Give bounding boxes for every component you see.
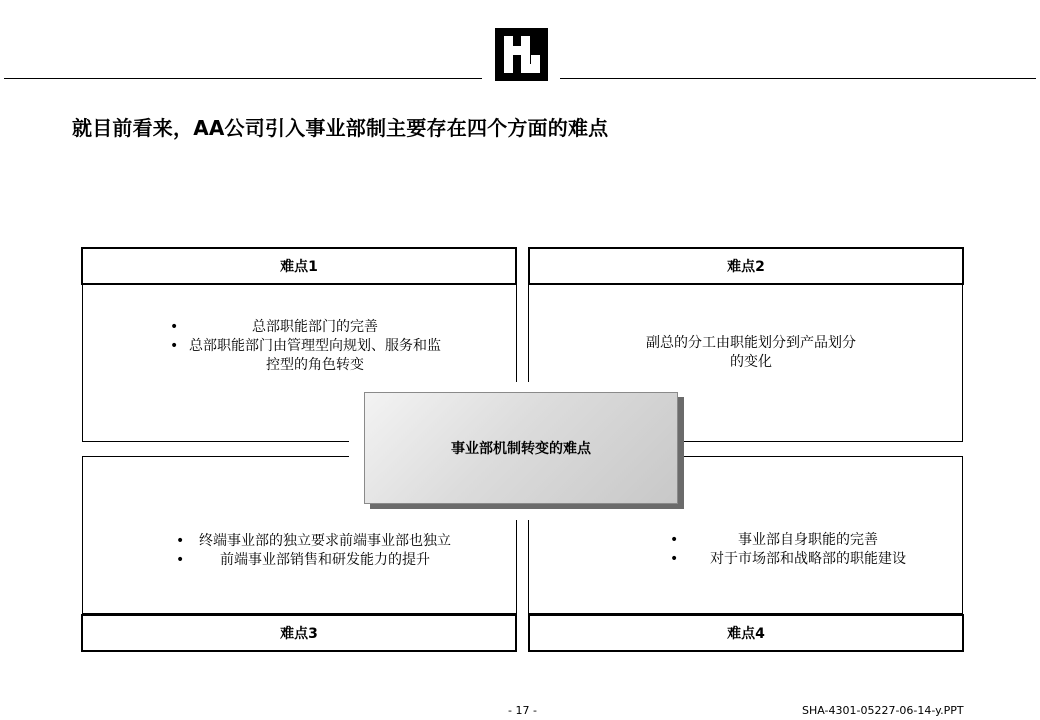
quadrant-4-header [528,614,964,652]
bullet-text: 对于市场部和战略部的职能建设 [710,551,906,567]
quadrant-3-header-label: 难点3 [280,626,318,642]
page-number: - 17 - [508,704,537,717]
list-item [166,337,442,375]
bullet-text: 前端事业部销售和研发能力的提升 [220,552,430,568]
quadrant-3-header [81,614,517,652]
quadrant-1-header [81,247,517,285]
bullet-text: 总部职能部门由管理型向规划、服务和监控型的角色转变 [189,338,441,373]
quadrant-2-header-label: 难点2 [727,259,765,275]
quadrant-1-header-label: 难点1 [280,259,318,275]
center-box [364,392,678,504]
list-item [172,551,456,570]
quadrant-2-header [528,247,964,285]
bullet-text: 总部职能部门的完善 [252,319,378,335]
document-id: SHA-4301-05227-06-14-y.PPT [802,704,964,717]
bullet-text: 事业部自身职能的完善 [738,532,878,548]
bullet-icon: • [176,533,185,549]
bullet-icon: • [170,319,179,335]
quadrant-3-content [172,532,456,570]
quadrant-4-header-label: 难点4 [727,626,765,642]
bullet-icon: • [170,338,179,354]
company-logo [495,28,548,81]
bullet-icon: • [670,551,679,567]
list-item [166,318,442,337]
list-item [666,531,928,550]
center-label: 事业部机制转变的难点 [451,441,591,457]
quadrant-4-content [666,531,928,569]
list-item [172,532,456,551]
bullet-text: 终端事业部的独立要求前端事业部也独立 [199,533,451,549]
bullet-icon: • [176,552,185,568]
bullet-icon: • [670,532,679,548]
quadrant-2-content [640,334,862,372]
list-item [666,550,928,569]
quadrant-2-text: 副总的分工由职能划分到产品划分的变化 [646,335,856,370]
quadrant-1-content [166,318,442,375]
page-title: 就目前看来，AA公司引入事业部制主要存在四个方面的难点 [72,116,609,140]
header-rule-right [560,78,1036,79]
header-rule-left [4,78,482,79]
